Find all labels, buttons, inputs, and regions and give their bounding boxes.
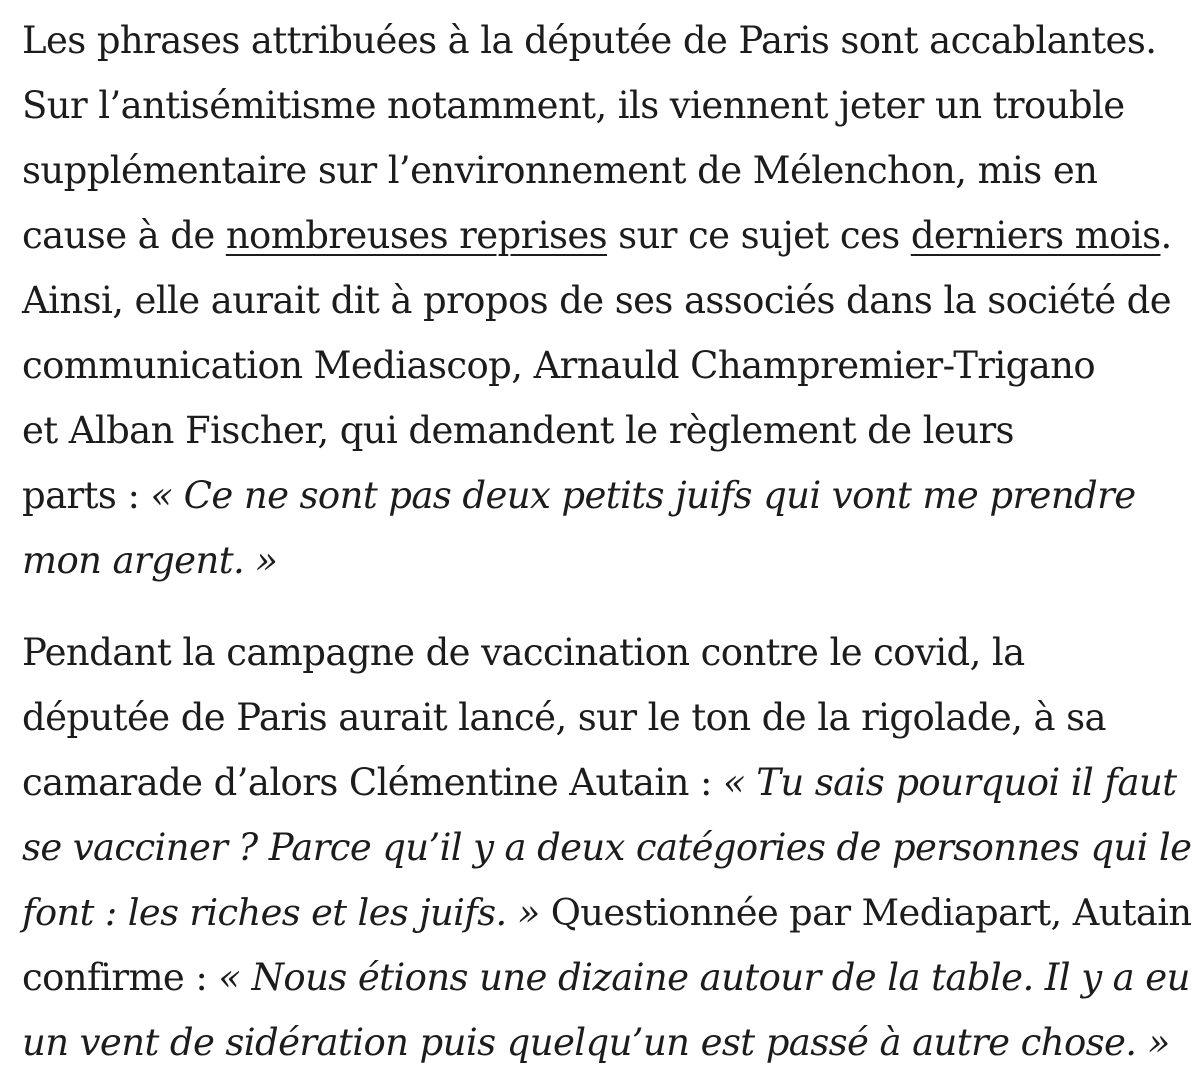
quote-text: font : les riches et les juifs. »: [22, 891, 540, 934]
paragraph-1: [22, 0, 1192, 593]
paragraph-2: [22, 620, 1192, 1075]
text-line: Les phrases attribuées à la députée de Paris sont accablantes.: [22, 19, 1157, 62]
text-line: supplémentaire sur l’environnement de Mélenchon, mis en: [22, 149, 1098, 192]
text-line-with-links: [22, 203, 1192, 268]
text-segment: confirme :: [22, 956, 219, 999]
text-line: Sur l’antisémitisme notamment, ils viennent jeter un trouble: [22, 84, 1125, 127]
text-line: [22, 945, 1192, 1010]
article-body: [22, 0, 1192, 1075]
text-line: [22, 750, 1192, 815]
text-segment: cause à de: [22, 214, 226, 257]
text-line: [22, 880, 1192, 945]
link-derniers-mois[interactable]: derniers mois: [910, 214, 1161, 257]
text-line: députée de Paris aurait lancé, sur le ton de la rigolade, à sa: [22, 696, 1107, 739]
quote-text: un vent de sidération puis quelqu’un est passé à autre chose. »: [22, 1021, 1170, 1064]
quote-text: « Ce ne sont pas deux petits juifs qui vont me prendre: [150, 474, 1136, 517]
text-line: et Alban Fischer, qui demandent le règlement de leurs: [22, 409, 1014, 452]
quote-text: « Nous étions une dizaine autour de la table. Il y a eu: [218, 956, 1190, 999]
text-line: Pendant la campagne de vaccination contre le covid, la: [22, 631, 1025, 674]
text-segment: camarade d’alors Clémentine Autain :: [22, 761, 724, 804]
text-segment: parts :: [22, 474, 151, 517]
text-line: Ainsi, elle aurait dit à propos de ses associés dans la société de: [22, 279, 1172, 322]
quote-text: mon argent. »: [22, 539, 278, 582]
text-segment: sur ce sujet ces: [607, 214, 911, 257]
quote-text: « Tu sais pourquoi il faut: [723, 761, 1177, 804]
text-line: communication Mediascop, Arnauld Champremier-Trigano: [22, 344, 1096, 387]
link-nombreuses-reprises[interactable]: nombreuses reprises: [225, 214, 608, 257]
quote-text: se vacciner ? Parce qu’il y a deux catégories de personnes qui le: [22, 826, 1192, 869]
text-segment: Questionnée par Mediapart, Autain: [539, 891, 1192, 934]
text-line: [22, 463, 1192, 528]
text-segment: .: [1160, 214, 1172, 257]
